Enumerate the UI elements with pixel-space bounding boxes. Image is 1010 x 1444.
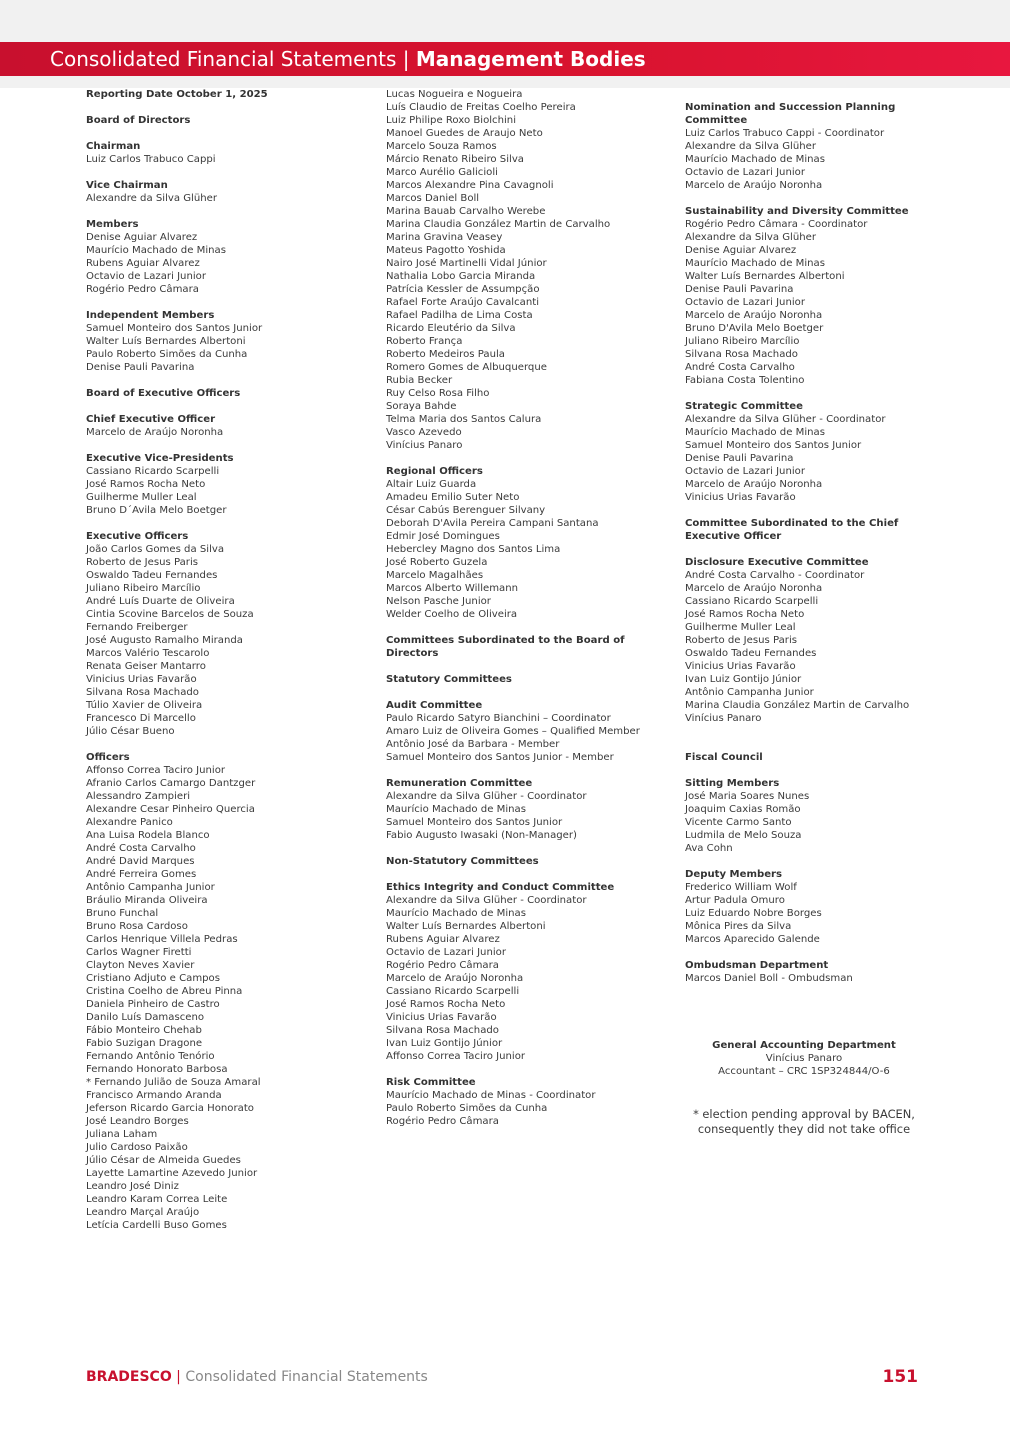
list-item: Afranio Carlos Camargo Dantzger [86,778,256,789]
list-item: Marcos Alexandre Pina Cavagnoli [386,180,554,191]
spacer [386,686,671,699]
list-item: João Carlos Gomes da Silva [86,544,225,555]
list-item: Letícia Cardelli Buso Gomes [86,1220,227,1231]
list-item: Francesco Di Marcello [86,713,196,724]
section-heading: Board of Executive Officers [86,388,241,399]
list-item: * Fernando Julião de Souza Amaral [86,1077,261,1088]
spacer [86,296,371,309]
spacer [685,725,930,738]
list-item: José Augusto Ramalho Miranda [86,635,243,646]
list-item: Maurício Machado de Minas [386,804,526,815]
header-banner [0,42,1010,76]
section-heading: Vice Chairman [86,180,168,191]
list-item: Fabio Suzigan Dragone [86,1038,203,1049]
list-item: Luiz Philipe Roxo Biolchini [386,115,517,126]
list-item: Juliano Ribeiro Marcílio [86,583,201,594]
list-item: Hebercley Magno dos Santos Lima [386,544,561,555]
section-heading: Sitting Members [685,778,780,789]
list-item: Rubens Aguiar Alvarez [86,258,200,269]
list-item: Marina Claudia González Martin de Carvalho [685,700,910,711]
list-item: Ana Luisa Rodela Blanco [86,830,210,841]
section-heading: Executive Officers [86,531,189,542]
footnote: * election pending approval by BACEN, consequently they did not take office [693,1107,915,1136]
spacer [86,738,371,751]
list-item: Juliano Ribeiro Marcílio [685,336,800,347]
list-item: Alexandre Panico [86,817,173,828]
list-item: Marcos Aparecido Galende [685,934,820,945]
column-1 [86,88,371,1232]
spacer [685,946,930,959]
list-item: Oswaldo Tadeu Fernandes [685,648,817,659]
list-item: Oswaldo Tadeu Fernandes [86,570,218,581]
list-item: José Leandro Borges [86,1116,189,1127]
footer [86,1369,920,1391]
list-item: Denise Pauli Pavarina [685,453,794,464]
list-item: Fabio Augusto Iwasaki (Non-Manager) [386,830,577,841]
list-item: Welder Coelho de Oliveira [386,609,518,620]
spacer [685,387,930,400]
list-item: Marcos Valério Tescarolo [86,648,210,659]
spacer [386,868,671,881]
list-item: Octavio de Lazari Junior [685,297,805,308]
spacer [86,166,371,179]
list-item: Leandro Marçal Araújo [86,1207,200,1218]
list-item: Vinicius Urias Favarão [685,661,796,672]
list-item: Alexandre Cesar Pinheiro Quercia [86,804,255,815]
section-heading: Remuneration Committee [386,778,533,789]
list-item: Marcelo de Araújo Noronha [86,427,224,438]
section-heading: Committees Subordinated to the Board of Directors [386,635,625,659]
top-strip [0,0,1010,42]
list-item: Alexandre da Silva Glüher [86,193,218,204]
sub-strip [0,76,1010,88]
list-item: Marcelo Magalhães [386,570,484,581]
list-item: Vinicius Urias Favarão [386,1012,497,1023]
section-heading: Sustainability and Diversity Committee [685,206,909,217]
list-item: Fernando Freiberger [86,622,188,633]
list-item: Marina Bauab Carvalho Werebe [386,206,546,217]
list-item: Marco Aurélio Galicioli [386,167,498,178]
section-heading: Regional Officers [386,466,483,477]
footer-text: Consolidated Financial Statements [185,1369,428,1385]
spacer [386,842,671,855]
list-item: Marcelo Souza Ramos [386,141,497,152]
list-item: Samuel Monteiro dos Santos Junior - Member [386,752,614,763]
list-item: Roberto França [386,336,463,347]
list-item: Nairo José Martinelli Vidal Júnior [386,258,547,269]
list-item: Márcio Renato Ribeiro Silva [386,154,524,165]
list-item: Samuel Monteiro dos Santos Junior [386,817,563,828]
list-item: Amaro Luiz de Oliveira Gomes – Qualified Member [386,726,640,737]
list-item: Maurício Machado de Minas [685,427,825,438]
list-item: Cintia Scovine Barcelos de Souza [86,609,254,620]
list-item: Maurício Machado de Minas [386,908,526,919]
footer-separator: | [171,1369,186,1385]
spacer [386,452,671,465]
list-item: Bruno Funchal [86,908,159,919]
list-item: Cassiano Ricardo Scarpelli [386,986,520,997]
list-item: Antônio José da Barbara - Member [386,739,560,750]
list-item: Marcelo de Araújo Noronha [685,180,823,191]
list-item: Júlio César de Almeida Guedes [86,1155,241,1166]
list-item: Marcelo de Araújo Noronha [685,310,823,321]
list-item: Julio Cardoso Paixão [86,1142,188,1153]
list-item: André Ferreira Gomes [86,869,197,880]
list-item: Rogério Pedro Câmara [86,284,199,295]
list-item: André Costa Carvalho - Coordinator [685,570,865,581]
list-item: Juliana Laham [86,1129,158,1140]
list-item: Ludmila de Melo Souza [685,830,802,841]
spacer [685,738,930,751]
section-heading: Chairman [86,141,141,152]
section-heading: Executive Vice-Presidents [86,453,234,464]
list-item: Denise Pauli Pavarina [685,284,794,295]
list-item: Rogério Pedro Câmara [386,1116,499,1127]
list-item: Samuel Monteiro dos Santos Junior [86,323,263,334]
list-item: Ruy Celso Rosa Filho [386,388,490,399]
list-item: Altair Luiz Guarda [386,479,477,490]
list-item: Marcelo de Araújo Noronha [685,583,823,594]
list-item: Denise Pauli Pavarina [86,362,195,373]
list-item: Fernando Antônio Tenório [86,1051,215,1062]
section-heading: Ombudsman Department [685,960,829,971]
list-item: Alexandre da Silva Glüher - Coordinator [685,414,886,425]
list-item: José Ramos Rocha Neto [386,999,506,1010]
list-item: Vinícius Panaro [685,713,762,724]
accounting-title: General Accounting Department [712,1040,896,1051]
list-item: Walter Luís Bernardes Albertoni [685,271,845,282]
list-item: Cristina Coelho de Abreu Pinna [86,986,243,997]
list-item: Alexandre da Silva Glüher - Coordinator [386,895,587,906]
list-item: Edmir José Domingues [386,531,500,542]
list-item: André Costa Carvalho [86,843,196,854]
list-item: Octavio de Lazari Junior [685,167,805,178]
list-item: Paulo Roberto Simões da Cunha [386,1103,548,1114]
list-item: Vinicius Urias Favarão [86,674,197,685]
list-item: Ivan Luiz Gontijo Júnior [386,1038,503,1049]
spacer [86,101,371,114]
list-item: Carlos Wagner Firetti [86,947,192,958]
list-item: Danilo Luís Damasceno [86,1012,205,1023]
spacer [685,855,930,868]
list-item: Lucas Nogueira e Nogueira [386,89,523,100]
section-heading: Non-Statutory Committees [386,856,539,867]
list-item: Maurício Machado de Minas [685,154,825,165]
column-2 [386,88,671,1128]
list-item: Luís Claudio de Freitas Coelho Pereira [386,102,576,113]
list-item: Affonso Correa Taciro Junior [386,1051,526,1062]
page-number: 151 [882,1367,918,1387]
list-item: Nathalia Lobo Garcia Miranda [386,271,536,282]
spacer [86,439,371,452]
list-item: Antônio Campanha Junior [86,882,215,893]
title-bold: Management Bodies [415,47,646,71]
list-item: Frederico William Wolf [685,882,797,893]
title-regular: Consolidated Financial Statements | [50,47,416,71]
list-item: Paulo Roberto Simões da Cunha [86,349,248,360]
list-item: Carlos Henrique Villela Pedras [86,934,238,945]
section-heading: Reporting Date October 1, 2025 [86,89,268,100]
list-item: Rubens Aguiar Alvarez [386,934,500,945]
list-item: Walter Luís Bernardes Albertoni [386,921,546,932]
list-item: Luiz Carlos Trabuco Cappi [86,154,216,165]
list-item: Joaquim Caxias Romão [685,804,801,815]
section-heading: Statutory Committees [386,674,512,685]
list-item: Roberto de Jesus Paris [86,557,199,568]
list-item: Roberto Medeiros Paula [386,349,505,360]
list-item: Bruno D'Avila Melo Boetger [685,323,824,334]
spacer [685,764,930,777]
list-item: Mateus Pagotto Yoshida [386,245,506,256]
accounting-block [685,1039,923,1078]
list-item: Bráulio Miranda Oliveira [86,895,208,906]
list-item: José Ramos Rocha Neto [86,479,206,490]
section-heading: Committee Subordinated to the Chief Executive Officer [685,518,899,542]
section-heading: Board of Directors [86,115,191,126]
section-heading: Chief Executive Officer [86,414,216,425]
section-heading: Fiscal Council [685,752,763,763]
list-item: Amadeu Emilio Suter Neto [386,492,520,503]
list-item: Rafael Forte Araújo Cavalcanti [386,297,540,308]
spacer [685,543,930,556]
list-item: Túlio Xavier de Oliveira [86,700,203,711]
footer-brand: BRADESCO [86,1369,172,1385]
list-item: Rogério Pedro Câmara [386,960,499,971]
list-item: Patrícia Kessler de Assumpção [386,284,540,295]
spacer [86,127,371,140]
spacer [86,517,371,530]
list-item: Romero Gomes de Albuquerque [386,362,547,373]
list-item: Denise Aguiar Alvarez [685,245,797,256]
list-item: Vasco Azevedo [386,427,462,438]
list-item: Roberto de Jesus Paris [685,635,798,646]
list-item: Alexandre da Silva Glüher [685,141,817,152]
list-item: Guilherme Muller Leal [86,492,197,503]
list-item: César Cabús Berenguer Silvany [386,505,546,516]
list-item: José Maria Soares Nunes [685,791,810,802]
list-item: Walter Luís Bernardes Albertoni [86,336,246,347]
list-item: Bruno Rosa Cardoso [86,921,188,932]
list-item: Manoel Guedes de Araujo Neto [386,128,543,139]
section-heading: Disclosure Executive Committee [685,557,869,568]
list-item: Mônica Pires da Silva [685,921,792,932]
list-item: Cristiano Adjuto e Campos [86,973,220,984]
list-item: Silvana Rosa Machado [86,687,199,698]
list-item: Antônio Campanha Junior [685,687,814,698]
list-item: André David Marques [86,856,195,867]
list-item: Silvana Rosa Machado [685,349,798,360]
list-item: Rafael Padilha de Lima Costa [386,310,533,321]
list-item: Fábio Monteiro Chehab [86,1025,202,1036]
list-item: Artur Padula Omuro [685,895,785,906]
list-item: Vinícius Panaro [386,440,463,451]
section-heading: Ethics Integrity and Conduct Committee [386,882,615,893]
list-item: Leandro Karam Correa Leite [86,1194,228,1205]
list-item: Marcelo de Araújo Noronha [685,479,823,490]
list-item: André Costa Carvalho [685,362,795,373]
accounting-role: Accountant – CRC 1SP324844/O-6 [718,1066,890,1077]
accounting-name: Vinícius Panaro [765,1053,843,1064]
list-item: Octavio de Lazari Junior [685,466,805,477]
list-item: Rubia Becker [386,375,453,386]
list-item: Maurício Machado de Minas - Coordinator [386,1090,596,1101]
list-item: Francisco Armando Aranda [86,1090,222,1101]
page-title [50,47,646,71]
list-item: Cassiano Ricardo Scarpelli [86,466,220,477]
list-item: Alexandre da Silva Glüher - Coordinator [386,791,587,802]
list-item: Leandro José Diniz [86,1181,179,1192]
list-item: Daniela Pinheiro de Castro [86,999,220,1010]
section-heading: Deputy Members [685,869,783,880]
list-item: Octavio de Lazari Junior [386,947,506,958]
list-item: Marina Claudia González Martin de Carvalho [386,219,611,230]
spacer [86,374,371,387]
list-item: Nelson Pasche Junior [386,596,491,607]
list-item: Renata Geiser Mantarro [86,661,206,672]
spacer [86,400,371,413]
section-heading: Nomination and Succession Planning Committee [685,102,896,126]
spacer [86,205,371,218]
list-item: José Roberto Guzela [386,557,488,568]
list-item: Deborah D'Avila Pereira Campani Santana [386,518,599,529]
list-item: André Luís Duarte de Oliveira [86,596,235,607]
section-heading: Strategic Committee [685,401,803,412]
spacer [685,88,930,101]
list-item: Alessandro Zampieri [86,791,191,802]
list-item: Luiz Eduardo Nobre Borges [685,908,822,919]
spacer [685,504,930,517]
spacer [386,621,671,634]
list-item: Soraya Bahde [386,401,457,412]
list-item: Vinicius Urias Favarão [685,492,796,503]
list-item: Affonso Correa Taciro Junior [86,765,226,776]
list-item: Paulo Ricardo Satyro Bianchini – Coordinator [386,713,611,724]
section-heading: Officers [86,752,130,763]
section-heading: Audit Committee [386,700,483,711]
list-item: Guilherme Muller Leal [685,622,796,633]
list-item: Rogério Pedro Câmara - Coordinator [685,219,868,230]
list-item: Clayton Neves Xavier [86,960,195,971]
list-item: Marcelo de Araújo Noronha [386,973,524,984]
spacer [685,192,930,205]
spacer [386,764,671,777]
list-item: Fabiana Costa Tolentino [685,375,805,386]
spacer [386,660,671,673]
list-item: Vicente Carmo Santo [685,817,792,828]
list-item: Luiz Carlos Trabuco Cappi - Coordinator [685,128,885,139]
list-item: Telma Maria dos Santos Calura [386,414,542,425]
list-item: Maurício Machado de Minas [86,245,226,256]
list-item: Marcos Daniel Boll - Ombudsman [685,973,853,984]
section-heading: Independent Members [86,310,215,321]
spacer [386,1063,671,1076]
column-3 [685,88,930,985]
list-item: Bruno D´Avila Melo Boetger [86,505,227,516]
list-item: Silvana Rosa Machado [386,1025,499,1036]
list-item: Octavio de Lazari Junior [86,271,206,282]
list-item: Alexandre da Silva Glüher [685,232,817,243]
list-item: Marcos Alberto Willemann [386,583,519,594]
section-heading: Risk Committee [386,1077,476,1088]
list-item: Marina Gravina Veasey [386,232,503,243]
list-item: Cassiano Ricardo Scarpelli [685,596,819,607]
list-item: Ricardo Eleutério da Silva [386,323,516,334]
list-item: Marcos Daniel Boll [386,193,480,204]
list-item: Jeferson Ricardo Garcia Honorato [86,1103,254,1114]
list-item: Júlio César Bueno [86,726,175,737]
list-item: Denise Aguiar Alvarez [86,232,198,243]
list-item: Fernando Honorato Barbosa [86,1064,228,1075]
list-item: Ava Cohn [685,843,733,854]
list-item: José Ramos Rocha Neto [685,609,805,620]
list-item: Samuel Monteiro dos Santos Junior [685,440,862,451]
list-item: Maurício Machado de Minas [685,258,825,269]
list-item: Ivan Luiz Gontijo Júnior [685,674,802,685]
list-item: Layette Lamartine Azevedo Junior [86,1168,258,1179]
section-heading: Members [86,219,139,230]
